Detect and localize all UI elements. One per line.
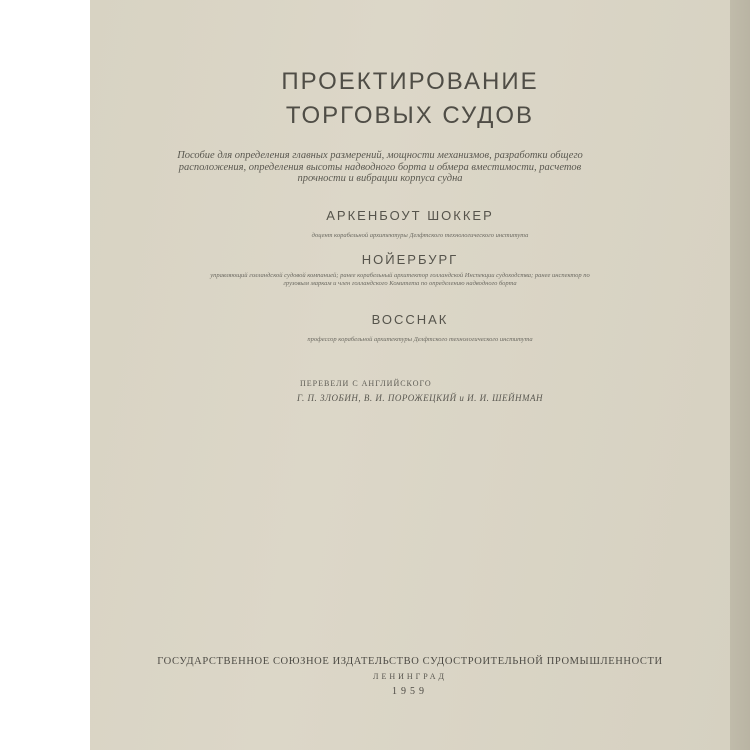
author-role-1: доцент корабельной архитектуры Делфтского технологического института bbox=[311, 232, 529, 239]
author-role-2: управляющий голландской судовой компанией; ранее корабельный архитектор голландской Инспекции судоходства; ранее инспектор по грузовым маркам и член голландского Комитета по определению надводного борта bbox=[210, 272, 590, 287]
book-title-line-2: ТОРГОВЫХ СУДОВ bbox=[285, 102, 535, 129]
publisher-name: ГОСУДАРСТВЕННОЕ СОЮЗНОЕ ИЗДАТЕЛЬСТВО СУДОСТРОИТЕЛЬНОЙ ПРОМЫШЛЕННОСТИ bbox=[157, 656, 663, 667]
translator-names: Г. П. ЗЛОБИН, В. И. ПОРОЖЕЦКИЙ и И. И. ШЕЙНМАН bbox=[297, 393, 543, 403]
translation-label: ПЕРЕВЕЛИ С АНГЛИЙСКОГО bbox=[300, 379, 432, 388]
author-name-1: АРКЕНБОУТ ШОККЕР bbox=[326, 208, 494, 223]
book-subtitle: Пособие для определения главных размерений, мощности механизмов, разработки общего расположения, определения высоты надводного борта и обмера вместимости, расчетов прочности и вибрации корпуса судна bbox=[177, 150, 583, 184]
author-name-2: НОЙЕРБУРГ bbox=[361, 252, 459, 267]
publication-year: 1959 bbox=[392, 686, 428, 697]
title-page bbox=[90, 0, 730, 750]
book-title-line-1: ПРОЕКТИРОВАНИЕ bbox=[281, 68, 539, 95]
author-name-3: ВОССНАК bbox=[371, 312, 449, 327]
publication-city: ЛЕНИНГРАД bbox=[373, 672, 447, 681]
author-role-3: профессор корабельной архитектуры Делфтского технологического института bbox=[307, 336, 533, 343]
